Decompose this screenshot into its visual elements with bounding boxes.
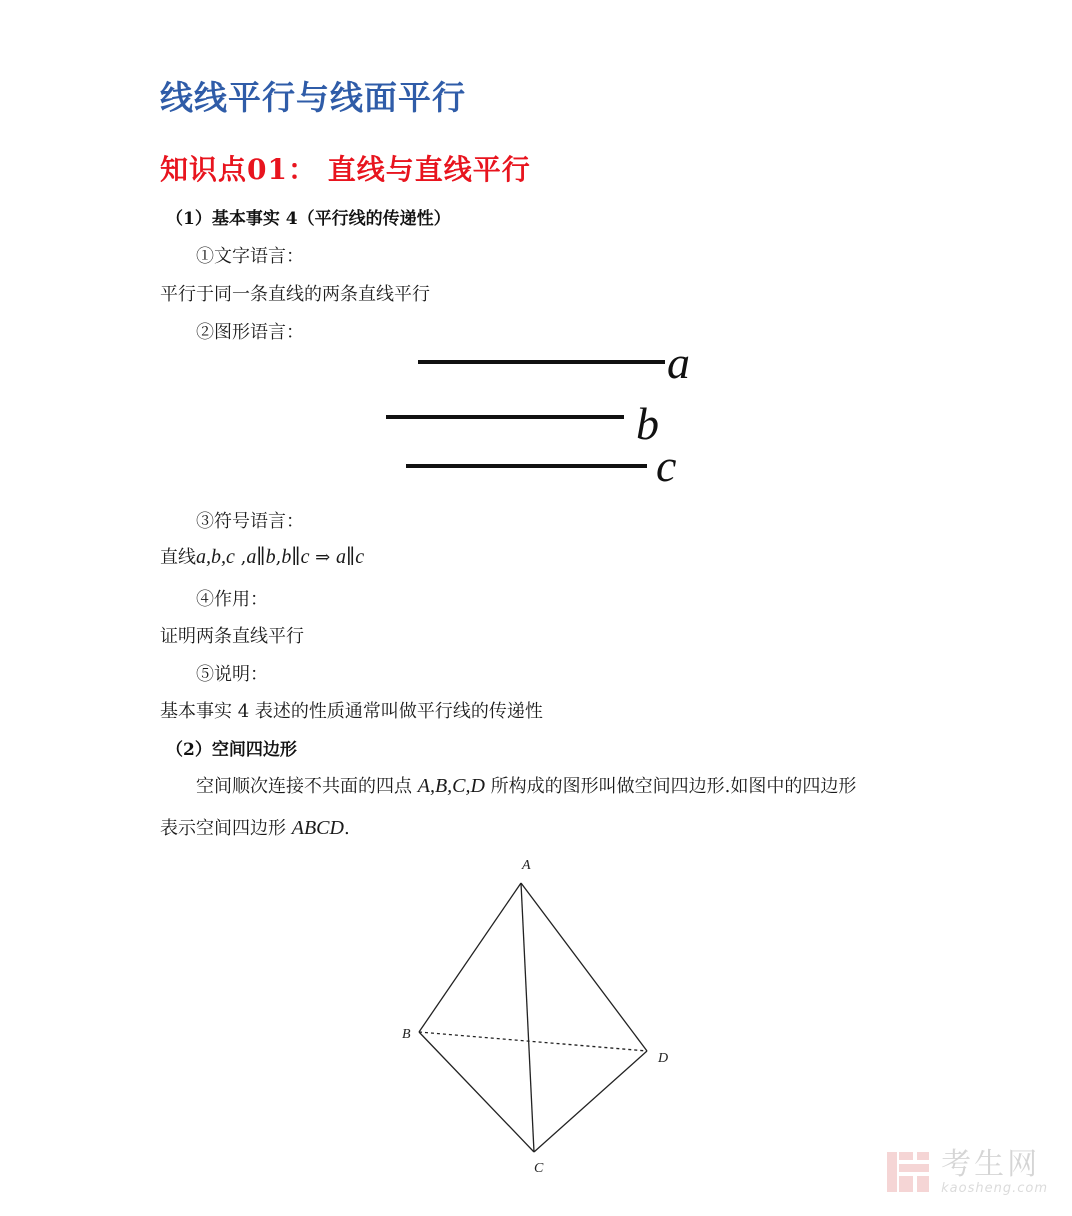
note-content: 基本事实 4 表述的性质通常叫做平行线的传递性 (160, 701, 543, 722)
symbol-sep-2: , (275, 547, 282, 568)
section-heading: 知识点01： 直线与直线平行 (160, 153, 531, 186)
quad-heading: （2）空间四边形 (166, 740, 297, 760)
quad-desc-points: A,B,C,D (417, 775, 485, 797)
quad-desc-end: 所构成的图形叫做空间四边形.如图中的四边形 (484, 776, 857, 797)
quad-desc2-end: . (343, 818, 350, 839)
symbol-expr-1: a∥b (246, 546, 276, 568)
edge-ab (419, 883, 521, 1032)
graph-language-label: ②图形语言： (196, 322, 304, 343)
text-language-content: 平行于同一条直线的两条直线平行 (160, 284, 430, 305)
symbol-vars: a,b,c (196, 546, 235, 568)
parallel-lines-figure (370, 335, 710, 495)
edge-ac (521, 883, 534, 1152)
watermark-en: kaosheng.com (941, 1180, 1048, 1196)
quad-desc2-name: ABCD (291, 817, 344, 839)
symbol-expr-2: b∥c (281, 546, 310, 568)
fact4-heading: （1）基本事实 4（平行线的传递性） (166, 209, 451, 229)
symbol-sep-1: , (234, 547, 247, 568)
watermark-cn: 考生网 (941, 1146, 1041, 1182)
edge-bd-hidden (419, 1032, 647, 1051)
edge-cd (534, 1051, 647, 1152)
vertex-b-label: B (402, 1027, 411, 1042)
line-a-label: a (667, 337, 690, 388)
quad-description-2 (160, 814, 350, 840)
edge-ad (521, 883, 647, 1051)
edge-bc (419, 1032, 534, 1152)
quad-description (196, 772, 856, 798)
vertex-c-label: C (534, 1161, 544, 1176)
watermark (885, 1148, 1048, 1196)
line-c-label: c (656, 440, 677, 491)
line-b-label: b (636, 398, 659, 449)
symbol-language-content (160, 543, 364, 569)
quad-desc-start: 空间顺次连接不共面的四点 (196, 776, 418, 797)
quad-desc2-start: 表示空间四边形 (160, 818, 292, 839)
vertex-d-label: D (658, 1051, 669, 1066)
space-quadrilateral-figure (390, 850, 690, 1180)
text-language-label: ①文字语言： (196, 246, 304, 267)
page-title: 线线平行与线面平行 (160, 78, 466, 117)
symbol-arrow: ⇒ (309, 547, 336, 568)
symbol-language-label: ③符号语言： (196, 511, 304, 532)
vertex-a-label: A (522, 858, 531, 873)
note-label: ⑤说明： (196, 664, 268, 685)
symbol-result: a∥c (335, 546, 365, 568)
symbol-prefix: 直线 (160, 547, 196, 568)
kaosheng-logo-icon (885, 1148, 933, 1196)
use-content: 证明两条直线平行 (160, 626, 304, 647)
use-label: ④作用： (196, 589, 268, 610)
